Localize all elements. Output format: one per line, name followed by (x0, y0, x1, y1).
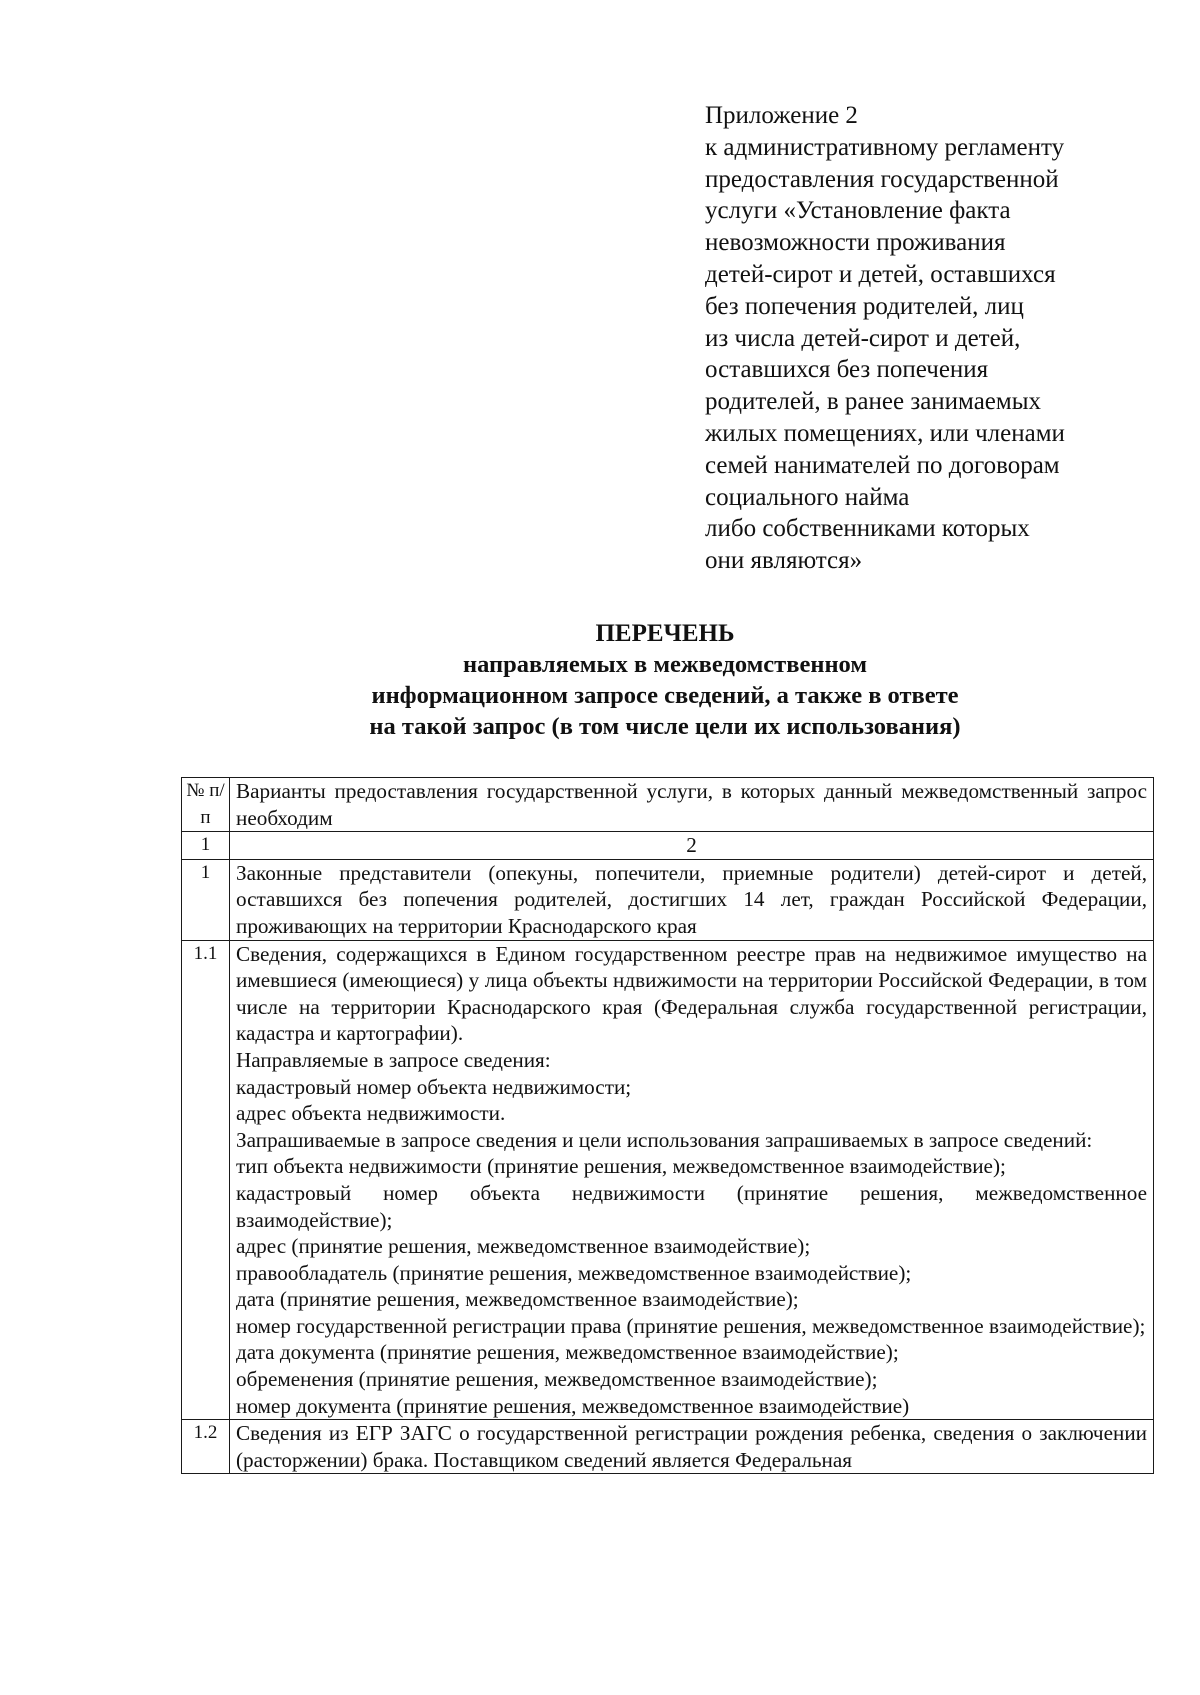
appendix-line: либо собственниками которых (705, 515, 1030, 543)
appendix-line: к административному регламенту (705, 133, 1065, 161)
row-paragraph: обременения (принятие решения, межведомственное взаимодействие); (236, 1367, 878, 1392)
row-text-cell (230, 859, 1154, 940)
row-num-cell: 1 (182, 859, 230, 940)
row-num-cell: 1.2 (182, 1420, 230, 1474)
header-num-cell: № п/п (182, 778, 230, 832)
appendix-line: жилых помещениях, или членами (705, 419, 1065, 447)
appendix-line: невозможности проживания (705, 229, 1006, 257)
row-paragraph: кадастровый номер объекта недвижимости; (236, 1074, 632, 1099)
appendix-line: оставшихся без попечения (705, 356, 989, 384)
row-paragraph: дата (принятие решения, межведомственное взаимодействие); (236, 1287, 799, 1312)
appendix-header (705, 100, 1165, 577)
row-paragraph: Запрашиваемые в запросе сведения и цели использования запрашиваемых в запросе сведений: (236, 1127, 1093, 1152)
index-col2-cell: 2 (230, 832, 1154, 860)
row-paragraph: кадастровый номер объекта недвижимости (принятие решения, межведомственное взаимодействие); (236, 1180, 1147, 1232)
row-paragraph: правообладатель (принятие решения, межведомственное взаимодействие); (236, 1260, 912, 1285)
index-col1-cell: 1 (182, 832, 230, 860)
row-text-cell (230, 1420, 1154, 1474)
appendix-line: родителей, в ранее занимаемых (705, 388, 1042, 416)
row-paragraph: тип объекта недвижимости (принятие решения, межведомственное взаимодействие); (236, 1154, 1006, 1179)
title-subtitle-line: направляемых в межведомственном (462, 651, 868, 678)
row-paragraph: номер государственной регистрации права (принятие решения, межведомственное взаимодействие); (236, 1313, 1146, 1338)
row-num-cell: 1.1 (182, 940, 230, 1420)
requests-table (181, 777, 1154, 1474)
appendix-line: социального найма (705, 483, 910, 511)
appendix-line: они являются» (705, 547, 863, 575)
document-title (180, 618, 1150, 742)
appendix-line: семей нанимателей по договорам (705, 451, 1060, 479)
title-subtitle-line: информационном запросе сведений, а также в ответе (371, 682, 959, 709)
row-paragraph: Сведения из ЕГР ЗАГС о государственной регистрации рождения ребенка, сведения о заключении (расторжении) брака. Поставщиком сведений является Федеральная (236, 1421, 1147, 1472)
appendix-line: детей-сирот и детей, оставшихся (705, 260, 1056, 288)
appendix-line: услуги «Установление факта (705, 197, 1011, 225)
row-paragraph: номер документа (принятие решения, межведомственное взаимодействие) (236, 1393, 910, 1418)
row-paragraph: адрес (принятие решения, межведомственное взаимодействие); (236, 1234, 811, 1259)
appendix-line: предоставления государственной (705, 165, 1059, 193)
row-paragraph: адрес объекта недвижимости. (236, 1101, 506, 1126)
table-row (182, 1420, 1154, 1474)
row-paragraph: Сведения, содержащихся в Едином государственном реестре прав на недвижимое имущество на имевшиеся (имеющиеся) у лица объекты ндвижимости на территории Российской Федерации, в том числе на территории Краснодарского края (Федеральная служба государственной регистрации, кадастра и картографии). (236, 941, 1147, 1046)
row-paragraph: дата документа (принятие решения, межведомственное взаимодействие); (236, 1340, 899, 1365)
table-header-row (182, 778, 1154, 832)
row-text-cell (230, 940, 1154, 1420)
appendix-line: без попечения родителей, лиц (705, 292, 1024, 320)
appendix-line: Приложение 2 (705, 102, 858, 129)
header-text-cell: Варианты предоставления государственной услуги, в которых данный межведомственный запрос необходим (230, 778, 1154, 832)
table-row (182, 940, 1154, 1420)
appendix-line: из числа детей-сирот и детей, (705, 324, 1021, 352)
row-paragraph: Законные представители (опекуны, попечители, приемные родители) детей-сирот и детей, оставшихся без попечения родителей, достигших 14 лет, граждан Российской Федерации, проживающих на территории Краснодарского края (236, 860, 1147, 938)
title-main: ПЕРЕЧЕНЬ (595, 620, 735, 647)
row-paragraph: Направляемые в запросе сведения: (236, 1047, 551, 1072)
table-row (182, 859, 1154, 940)
table-index-row (182, 832, 1154, 860)
title-subtitle-line: на такой запрос (в том числе цели их использования) (369, 713, 961, 740)
